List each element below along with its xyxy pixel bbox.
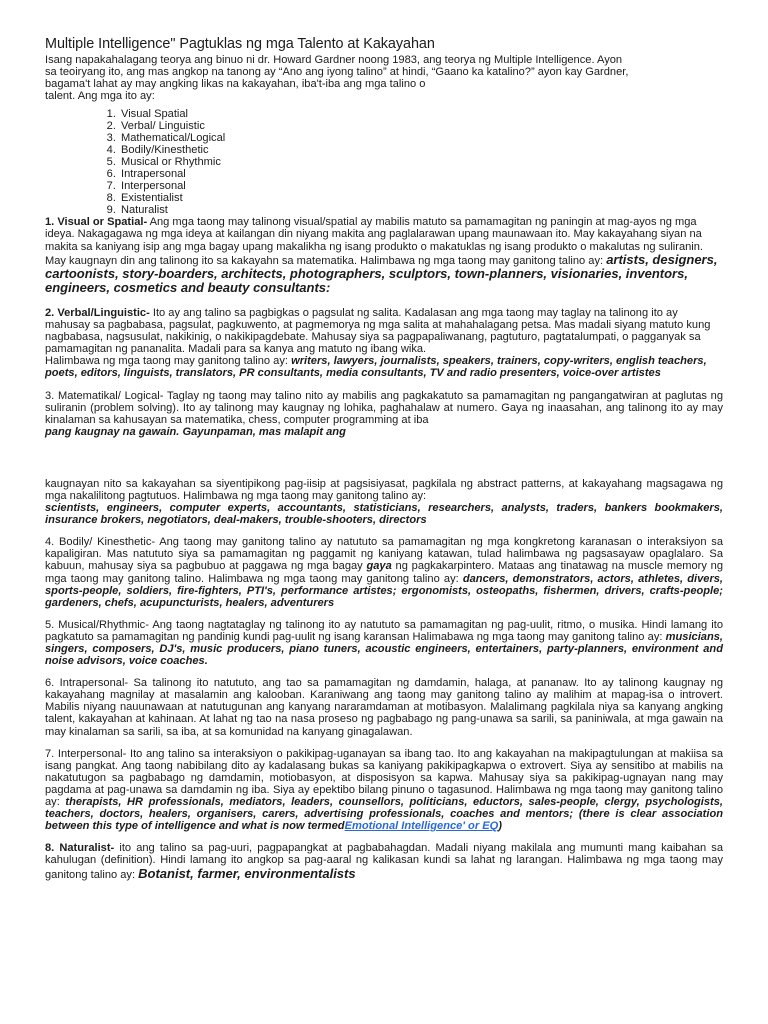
section-body: Ito ay ang talino sa pagbigkas o pagsulat ng salita. Kadalasan ang mga taong may taglay na talinong ito ay mahusay sa pagbabasa, pagsulat, pagkuwento, at pagmemorya ng mga salita at mahahalagang petsa. Mas madali siyang matuto kung nagbabasa, nagsusulat, nakikinig, o nakikipagdebate. Mahusay siya sa pagpapaliwanang, pagtuturo, pagtatalumpati, o pagganyak sa pamamagitan ng pananalita. Madali para sa kanya ang matuto ng ibang wika. bbox=[45, 306, 711, 356]
section-examples: artists, designers, cartoonists, story-boarders, architects, photographers, sculptors, town-planners, visionaries, inventors, engineers, cosmetics and beauty consultants: bbox=[45, 251, 718, 295]
section-musical-rhythmic bbox=[45, 619, 723, 667]
intro-line: Isang napakahalagang teorya ang binuo ni dr. Howard Gardner noong 1983, ang teorya ng Multiple Intelligence. Ayon bbox=[45, 54, 623, 66]
section-body: 4. Bodily/ Kinesthetic- Ang taong may ganitong talino ay natututo sa pamamagitan ng mga kongkretong karanasan o interaksiyon sa kapaligiran. Mas natututo siya sa pamamagitan ng paggamit ng kaniyang katawan, tulad halimbawa ng pagsasayaw opaglalaro. Sa kabuun, mahusay siya sa pagbubuo at paggawa ng mga bagay bbox=[45, 536, 723, 573]
emotional-intelligence-link[interactable]: Emotional Intelligence' or EQ bbox=[344, 820, 499, 833]
section-body: ng pagkakarpintero. Mataas ang tinatawag na muscle memory ng mga taong may ganitong talino. Halimbawa ng mga taong may ganitong talino ay: bbox=[45, 560, 724, 585]
section-mathematical-logical bbox=[45, 390, 723, 438]
section-examples: scientists, engineers, computer experts, accountants, statisticians, researchers, analysts, traders, bankers bookmakers, insurance brokers, negotiators, deal-makers, trouble-shooters, directors bbox=[45, 502, 723, 527]
section-intrapersonal bbox=[45, 677, 723, 737]
section-examples: dancers, demonstrators, actors, athletes, divers, sports-people, soldiers, fire-fighters, PTI's, performance artistes; ergonomists, osteopaths, fishermen, drivers, crafts-people; gardeners, chefs, acupuncturists, healers, adventurers bbox=[45, 572, 724, 609]
section-label: 8. Naturalist- bbox=[45, 842, 115, 855]
section-naturalist bbox=[45, 842, 723, 880]
section-mathematical-continued bbox=[45, 478, 723, 526]
section-body: 5. Musical/Rhythmic- Ang taong nagtataglay ng talinong ito ay natututo sa pamamagitan ng pag-uulit, ritmo, o musika. Hindi lamang ito pagkatuto sa pamamagitan ng pandinig kundi pag-uulit ng isang karansan Halimabawa ng mga taong may ganitong talino ay: bbox=[45, 618, 723, 643]
list-item: 2. Verbal/ Linguistic bbox=[119, 120, 723, 132]
section-interpersonal bbox=[45, 748, 723, 833]
section-body: kaugnayan nito sa kakayahan sa siyentipikong pag-iisip at pagsisiyasat, pagkilala ng abstract patterns, at kakayahang magsagawa ng mga nakalilitong pagtutuos. Halimbawa ng mga taong may ganitong talino ay: bbox=[45, 477, 723, 502]
section-examples: musicians, singers, composers, DJ's, music producers, piano tuners, acoustic engineers, entertainers, party-planners, environment and noise advisors, voice coaches. bbox=[45, 630, 723, 668]
section-italic-line: pang kaugnay na gawain. Gayunpaman, mas malapit ang bbox=[45, 425, 346, 438]
list-item: 8. Existentialist bbox=[119, 192, 723, 204]
list-item: 6. Intrapersonal bbox=[119, 168, 723, 180]
section-examples: therapists, HR professionals, mediators, leaders, counsellors, politicians, eductors, sales-people, clergy, psychologists, teachers, doctors, healers, organisers, carers, advertising professionals, coaches and mentors; (there is clear association between this type of intelligence and what is now termed bbox=[45, 796, 723, 833]
list-item: 9. Naturalist bbox=[119, 204, 723, 216]
list-item: 5. Musical or Rhythmic bbox=[119, 156, 723, 168]
page-title: Multiple Intelligence" Pagtuklas ng mga Talento at Kakayahan bbox=[45, 36, 435, 52]
intro-paragraph bbox=[45, 54, 723, 102]
section-body: 3. Matematikal/ Logical- Taglay ng taong may talino nito ay mabilis ang pagkakatuto sa pamamagitan ng pangangatwiran at paglutas ng suliranin (problem solving). Ito ay talinong may kaugnay ng lohika, paghahalaw at numero. Gaya ng inaasahan, ang talinong ito ay may kinalaman sa kahusayan sa matematika, chess, computer programming at iba bbox=[45, 389, 723, 426]
section-verbal-linguistic bbox=[45, 307, 723, 380]
intro-line: bagama't lahat ay may angking likas na kakayahan, iba't-iba ang mga talino o bbox=[45, 78, 426, 91]
list-item: 3. Mathematical/Logical bbox=[119, 132, 723, 144]
list-item: 1. Visual Spatial bbox=[119, 108, 723, 120]
intro-line: sa teoiryang ito, ang mas angkop na tanong ay “Ano ang iyong talino” at hindi, “Gaano ka katalino?” ayon kay Gardner, bbox=[45, 66, 629, 79]
section-body: ito ang talino sa pag-uuri, pagpapangkat at pagbabahagdan. Madali niyang makilala ang mumunti mang kaibahan sa kahulugan (definition). Hindi lamang ito angkop sa pag-aaral ng kalikasan kundi sa lahat ng larangan. Halimbawa ng mga taong may ganitong talino ay: bbox=[45, 842, 723, 881]
section-examples: Botanist, farmer, environmentalists bbox=[138, 865, 356, 881]
section-visual-spatial bbox=[45, 216, 723, 295]
section-body: 6. Intrapersonal- Sa talinong ito natututo, ang tao sa pamamagitan ng damdamin, halaga, at pananaw. Ito ay talinong kaugnay ng kakayahang magnilay at masalamin ang kalooban. Karaniwang ang taong may ganitong talino ay malihim at mapag-isa o introvert. Mabilis niyang nauunawaan at natutugunan ang kanyang nararamdaman at motibasyon. Malalimang pagkilala niya sa kanyang angking talent, kakayahan at kahinaan. At lahat ng tao na nasa proseso ng pagbabago ng pang-unawa sa sarili, sa paniniwala, at mga gawain na may kinalaman sa sarili, sa iba, at sa komunidad na kanyang ginagalawan. bbox=[45, 677, 723, 738]
section-label: 2. Verbal/Linguistic- bbox=[45, 306, 150, 319]
list-item: 4. Bodily/Kinesthetic bbox=[119, 144, 723, 156]
section-body: 7. Interpersonal- Ito ang talino sa interaksiyon o pakikipag-uganayan sa ibang tao. Ito ang kakayahan na makipagtulungan at makiisa sa isang pangkat. Ang taong nabibilang dito ay kadalasang bukas sa kaniyang pakikipagkapwa o extrovert. Siya ay sensitibo at mabilis na nakatutugon sa pagbabago ng damdamin, motiobasyon, at disposisyon sa kapwa. Mahusay siya sa pakikipag-ugnayan nang may pagdama at pag-unawa sa damdamin ng iba. Siya ay epektibo bilang pinuno o tagasunod. Halimbawa ng mga taong may ganitong talino ay: bbox=[45, 747, 723, 809]
intelligence-list bbox=[45, 108, 723, 216]
section-body: Ang mga taong may talinong visual/spatial ay mabilis matuto sa pamamagitan ng paningin at mag-ayos ng mga ideya. Nakagagawa ng mga ideya at kailangan din niyang makita ang paglalarawan upang maunawaan ito. May kakayahang siyan na makita sa kaniyang isip ang mga bagay upang makalikha ng isang produkto o makatuklas ng isang produkto o makalutas ng suliranin. May kaugnayn din ang talinong ito sa kakayahn sa matematika. Halimbawa ng mga taong may ganitong talino ay: bbox=[45, 216, 704, 267]
section-examples: writers, lawyers, journalists, speakers, trainers, copy-writers, english teachers, poets, editors, linguists, translators, PR consultants, media consultants, TV and radio presenters, voice-over artistes bbox=[45, 355, 707, 380]
emphasis-word: gaya bbox=[366, 560, 392, 573]
closing-paren: ) bbox=[498, 820, 502, 833]
section-bodily-kinesthetic bbox=[45, 536, 723, 609]
intro-line: talent. Ang mga ito ay: bbox=[45, 90, 155, 103]
section-label: 1. Visual or Spatial- bbox=[45, 216, 148, 229]
list-item: 7. Interpersonal bbox=[119, 180, 723, 192]
section-lead: Halimbawa ng mga taong may ganitong talino ay: bbox=[45, 355, 292, 368]
